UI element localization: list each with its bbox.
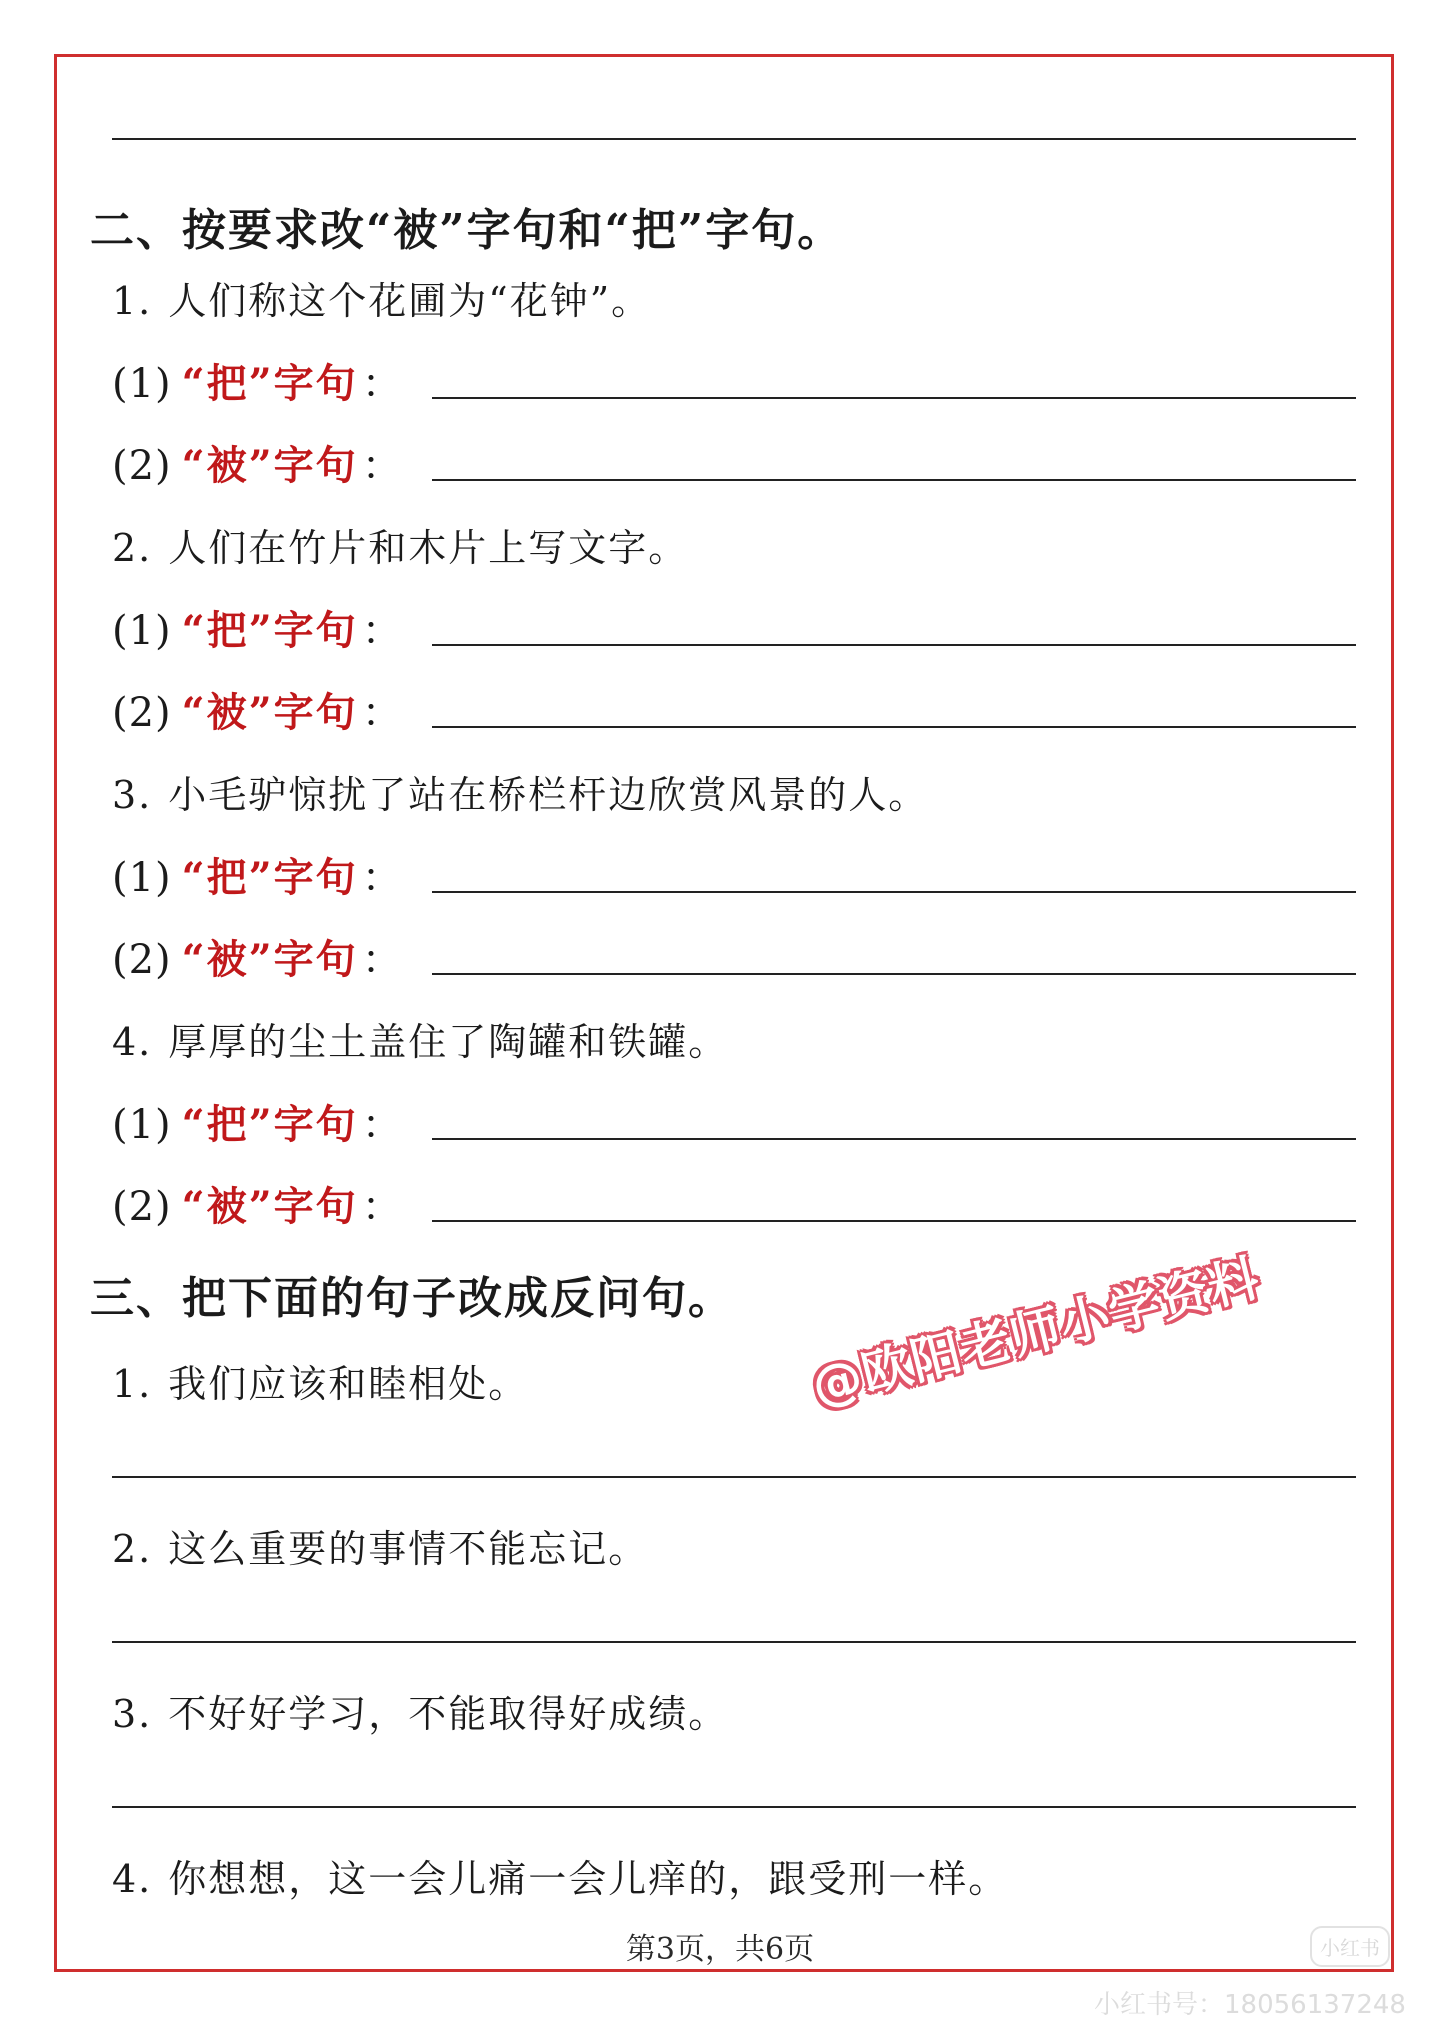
ba-sentence-label: “把”字句 [181, 1101, 358, 1148]
sub-number: (1) [112, 1102, 172, 1148]
colon: ： [361, 1102, 402, 1148]
answer-line[interactable] [112, 1806, 1356, 1808]
question-number: 4. [112, 1020, 153, 1064]
question-text: 不好好学习，不能取得好成绩。 [168, 1692, 729, 1736]
answer-line[interactable] [432, 726, 1356, 728]
section-3-question-1 [112, 1353, 528, 1408]
answer-row [112, 1175, 402, 1232]
answer-line[interactable] [432, 644, 1356, 646]
sub-number: (2) [112, 443, 172, 489]
colon: ： [361, 443, 402, 489]
section-2-question-3 [112, 764, 928, 819]
sub-number: (2) [112, 1184, 172, 1230]
colon: ： [361, 855, 402, 901]
question-text: 小毛驴惊扰了站在桥栏杆边欣赏风景的人。 [168, 773, 929, 817]
question-text: 人们称这个花圃为“花钟”。 [168, 279, 652, 323]
section-2-question-1 [112, 270, 651, 325]
colon: ： [361, 608, 402, 654]
answer-line[interactable] [112, 1476, 1356, 1478]
account-id-watermark: 小红书号：18056137248 [1094, 1990, 1406, 2020]
section-3-title: 三、把下面的句子改成反问句。 [90, 1273, 734, 1324]
section-2-question-2 [112, 517, 688, 572]
bei-sentence-label: “被”字句 [181, 936, 358, 983]
bei-sentence-label: “被”字句 [181, 689, 358, 736]
ba-sentence-label: “把”字句 [181, 854, 358, 901]
bei-sentence-label: “被”字句 [181, 1183, 358, 1230]
question-number: 2. [112, 1527, 153, 1571]
answer-row [112, 434, 402, 491]
answer-line[interactable] [432, 1220, 1356, 1222]
answer-row [112, 928, 402, 985]
answer-row [112, 352, 402, 409]
sub-number: (1) [112, 608, 172, 654]
answer-line-previous [112, 138, 1356, 140]
section-3-question-4 [112, 1848, 1008, 1903]
colon: ： [361, 1184, 402, 1230]
ba-sentence-label: “把”字句 [181, 607, 358, 654]
ba-sentence-label: “把”字句 [181, 360, 358, 407]
question-text: 我们应该和睦相处。 [168, 1362, 529, 1406]
question-text: 人们在竹片和木片上写文字。 [168, 526, 689, 570]
section-2-title: 二、按要求改“被”字句和“把”字句。 [90, 205, 844, 256]
answer-row [112, 681, 402, 738]
question-number: 1. [112, 279, 153, 323]
answer-line[interactable] [112, 1641, 1356, 1643]
colon: ： [361, 937, 402, 983]
sub-number: (1) [112, 855, 172, 901]
question-text: 厚厚的尘土盖住了陶罐和铁罐。 [168, 1020, 729, 1064]
bei-sentence-label: “被”字句 [181, 442, 358, 489]
question-number: 1. [112, 1362, 153, 1406]
question-number: 4. [112, 1857, 153, 1901]
section-3-question-3 [112, 1683, 728, 1738]
answer-line[interactable] [432, 1138, 1356, 1140]
question-number: 3. [112, 773, 153, 817]
xiaohongshu-logo: 小红书 [1310, 1926, 1390, 1967]
question-number: 3. [112, 1692, 153, 1736]
colon: ： [361, 690, 402, 736]
page-number: 第3页，共6页 [625, 1932, 815, 1967]
sub-number: (1) [112, 361, 172, 407]
sub-number: (2) [112, 690, 172, 736]
answer-line[interactable] [432, 891, 1356, 893]
answer-line[interactable] [432, 973, 1356, 975]
sub-number: (2) [112, 937, 172, 983]
watermark-text: @欧阳老师小学资料 [805, 1248, 1266, 1417]
section-2-question-4 [112, 1011, 728, 1066]
answer-line[interactable] [432, 397, 1356, 399]
question-number: 2. [112, 526, 153, 570]
answer-row [112, 846, 402, 903]
question-text: 你想想，这一会儿痛一会儿痒的，跟受刑一样。 [168, 1857, 1009, 1901]
answer-row [112, 599, 402, 656]
colon: ： [361, 361, 402, 407]
answer-line[interactable] [432, 479, 1356, 481]
section-3-question-2 [112, 1518, 648, 1573]
answer-row [112, 1093, 402, 1150]
question-text: 这么重要的事情不能忘记。 [168, 1527, 649, 1571]
